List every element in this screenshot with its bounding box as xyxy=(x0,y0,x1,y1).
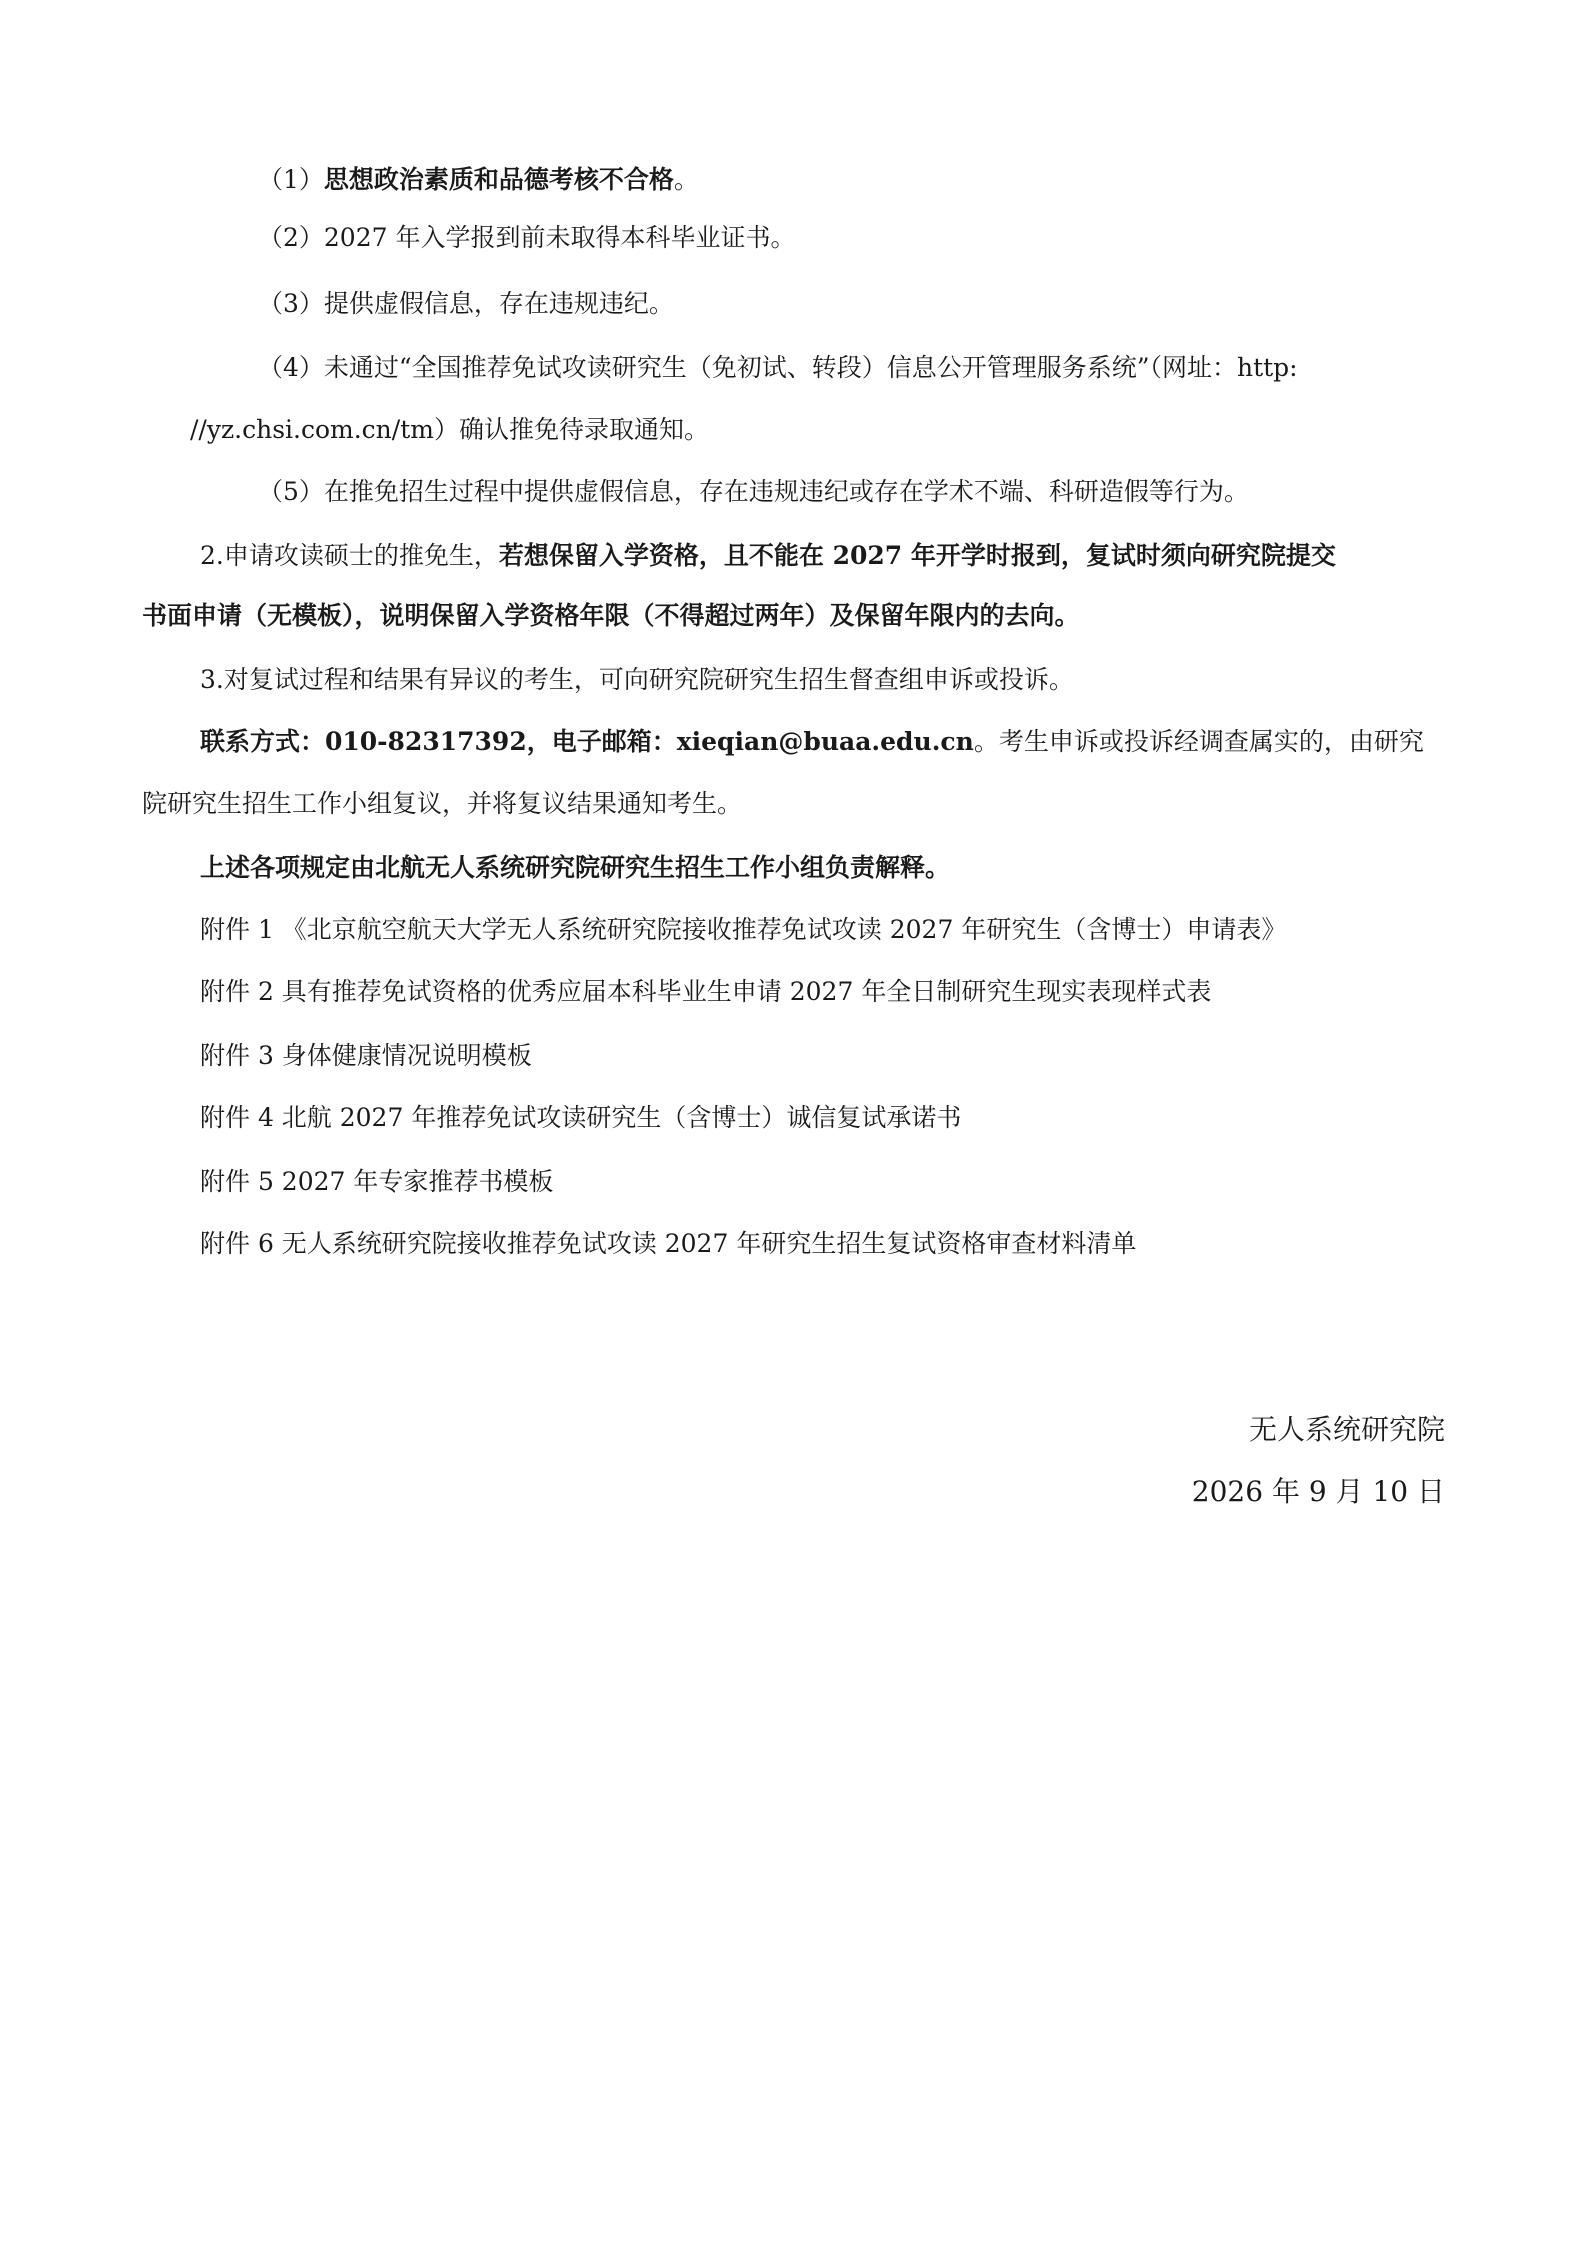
item-1-bold-text: 思想政治素质和品德考核不合格 xyxy=(323,165,674,194)
signature-organization: 无人系统研究院 xyxy=(1248,1413,1445,1446)
attachment-1: 附件 1 《北京航空航天大学无人系统研究院接收推荐免试攻读 2027 年研究生（含博士）申请表》 xyxy=(200,915,1287,944)
item-1 xyxy=(258,164,699,196)
item-2: （2）2027 年入学报到前未取得本科毕业证书。 xyxy=(258,223,796,252)
contact-line-1 xyxy=(200,726,1424,758)
contact-line-2: 院研究生招生工作小组复议，并将复议结果通知考生。 xyxy=(142,789,743,818)
para-2-bold-line-1: 若想保留入学资格，且不能在 2027 年开学时报到，复试时须向研究院提交 xyxy=(498,541,1336,570)
attachment-3: 附件 3 身体健康情况说明模板 xyxy=(200,1041,532,1070)
attachment-4: 附件 4 北航 2027 年推荐免试攻读研究生（含博士）诚信复试承诺书 xyxy=(200,1103,962,1132)
contact-info: 联系方式：010-82317392，电子邮箱：xieqian@buaa.edu.cn xyxy=(200,727,974,756)
para-2-prefix: 2.申请攻读硕士的推免生， xyxy=(200,541,499,570)
item-1-prefix: （1） xyxy=(258,165,324,194)
item-4-line-2: //yz.chsi.com.cn/tm）确认推免待录取通知。 xyxy=(190,415,709,444)
para-3: 3.对复试过程和结果有异议的考生，可向研究院研究生招生督查组申诉或投诉。 xyxy=(200,665,1074,694)
para-2-line-2: 书面申请（无模板），说明保留入学资格年限（不得超过两年）及保留年限内的去向。 xyxy=(142,601,1080,630)
item-3: （3）提供虚假信息，存在违规违纪。 xyxy=(258,289,674,318)
interpretation-note: 上述各项规定由北航无人系统研究院研究生招生工作小组负责解释。 xyxy=(200,853,951,882)
item-1-tail: 。 xyxy=(673,165,699,194)
attachment-5: 附件 5 2027 年专家推荐书模板 xyxy=(200,1167,554,1196)
attachment-2: 附件 2 具有推荐免试资格的优秀应届本科毕业生申请 2027 年全日制研究生现实表现样式表 xyxy=(200,977,1212,1006)
attachment-6: 附件 6 无人系统研究院接收推荐免试攻读 2027 年研究生招生复试资格审查材料清单 xyxy=(200,1229,1137,1258)
signature-date: 2026 年 9 月 10 日 xyxy=(1191,1475,1445,1508)
para-2-line-1 xyxy=(200,540,1336,572)
contact-line-1-tail: 。考生申诉或投诉经调查属实的，由研究 xyxy=(973,727,1424,756)
item-5: （5）在推免招生过程中提供虚假信息，存在违规违纪或存在学术不端、科研造假等行为。 xyxy=(258,477,1249,506)
item-4-line-1: （4）未通过“全国推荐免试攻读研究生（免初试、转段）信息公开管理服务系统”（网址：http: xyxy=(258,353,1298,382)
